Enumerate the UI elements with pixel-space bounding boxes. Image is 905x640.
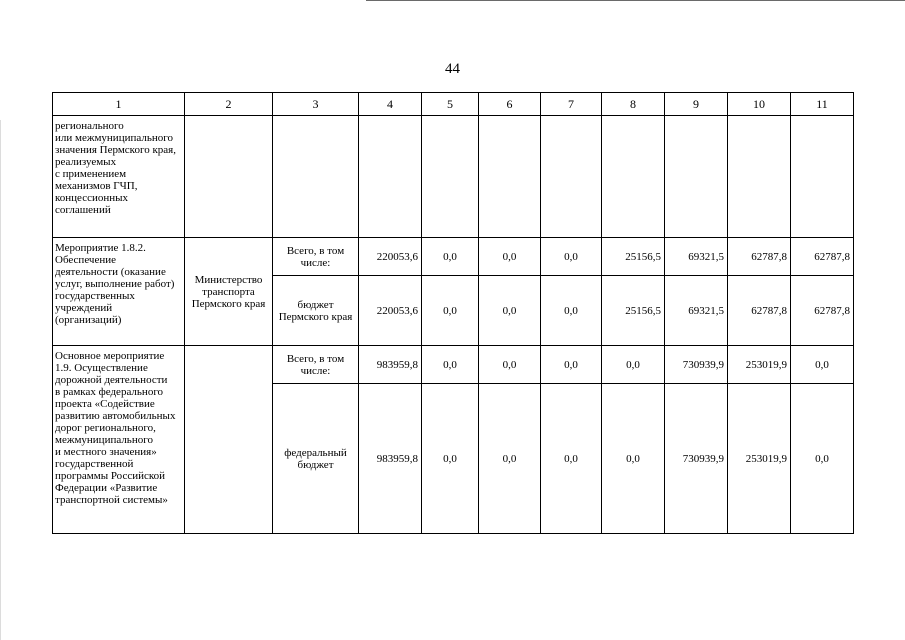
value-cell: 0,0 xyxy=(422,346,479,384)
value-cell: 69321,5 xyxy=(665,276,728,346)
value-cell: 0,0 xyxy=(479,238,541,276)
value-cell: 25156,5 xyxy=(602,276,665,346)
value-cell: 0,0 xyxy=(479,384,541,534)
funding-source-cell xyxy=(273,276,359,346)
value-cell: 220053,6 xyxy=(359,238,422,276)
header-cell: 7 xyxy=(541,93,602,116)
value-cell: 0,0 xyxy=(422,238,479,276)
budget-table xyxy=(52,92,854,534)
value-cell: 253019,9 xyxy=(728,346,791,384)
scan-edge-line xyxy=(366,0,905,1)
funding-source: Всего, в том числе: xyxy=(286,352,345,377)
empty-cell xyxy=(359,116,422,238)
page-number: 44 xyxy=(445,61,460,77)
value-cell: 0,0 xyxy=(422,384,479,534)
header-cell: 2 xyxy=(185,93,273,116)
value-cell: 62787,8 xyxy=(791,238,854,276)
measure-name: Мероприятие 1.8.2. Обеспечение деятельности (оказание услуг, выполнение работ) государственных учреждений (организаций) xyxy=(55,242,175,326)
empty-cell xyxy=(791,116,854,238)
value-cell: 253019,9 xyxy=(728,384,791,534)
value-cell: 0,0 xyxy=(479,346,541,384)
table-row xyxy=(53,116,854,238)
measure-name: регионального или межмуниципального значения Пермского края, реализуемых с применением механизмов ГЧП, концессионных соглашений xyxy=(55,120,176,216)
value-cell: 62787,8 xyxy=(728,276,791,346)
value-cell: 0,0 xyxy=(541,384,602,534)
value-cell: 0,0 xyxy=(541,346,602,384)
value-cell: 69321,5 xyxy=(665,238,728,276)
value-cell: 730939,9 xyxy=(665,384,728,534)
measure-name-cell xyxy=(53,346,185,534)
funding-source-cell xyxy=(273,346,359,384)
value-cell: 0,0 xyxy=(602,384,665,534)
funding-source: федеральный бюджет xyxy=(284,446,347,471)
value-cell: 0,0 xyxy=(602,346,665,384)
funding-source: Всего, в том числе: xyxy=(286,244,345,269)
header-cell: 8 xyxy=(602,93,665,116)
value-cell: 0,0 xyxy=(541,238,602,276)
header-cell: 1 xyxy=(53,93,185,116)
value-cell: 220053,6 xyxy=(359,276,422,346)
header-cell: 10 xyxy=(728,93,791,116)
empty-cell xyxy=(728,116,791,238)
funding-source: бюджет Пермского края xyxy=(278,298,353,323)
header-cell: 5 xyxy=(422,93,479,116)
header-row xyxy=(53,93,854,116)
measure-name-cell xyxy=(53,116,185,238)
value-cell: 62787,8 xyxy=(791,276,854,346)
executor-cell xyxy=(185,346,273,534)
measure-name-cell xyxy=(53,238,185,346)
value-cell: 983959,8 xyxy=(359,346,422,384)
empty-cell xyxy=(665,116,728,238)
value-cell: 0,0 xyxy=(422,276,479,346)
value-cell: 983959,8 xyxy=(359,384,422,534)
empty-cell xyxy=(602,116,665,238)
funding-source-cell xyxy=(273,384,359,534)
header-cell: 11 xyxy=(791,93,854,116)
empty-cell xyxy=(422,116,479,238)
funding-source-cell xyxy=(273,238,359,276)
empty-cell xyxy=(479,116,541,238)
header-cell: 6 xyxy=(479,93,541,116)
measure-name: Основное мероприятие 1.9. Осуществление дорожной деятельности в рамках федерального проекта «Содействие развитию автомобильных дорог регионального, межмуниципального и местного значения» государственной программы Российской Федерации «Развитие транспортной системы» xyxy=(55,350,176,506)
empty-cell xyxy=(185,116,273,238)
header-cell: 9 xyxy=(665,93,728,116)
header-cell: 3 xyxy=(273,93,359,116)
empty-cell xyxy=(273,116,359,238)
value-cell: 0,0 xyxy=(479,276,541,346)
executor-cell xyxy=(185,238,273,346)
value-cell: 0,0 xyxy=(791,346,854,384)
scan-edge-shadow xyxy=(0,120,1,640)
executor-name: Министерство транспорта Пермского края xyxy=(191,273,266,310)
header-cell: 4 xyxy=(359,93,422,116)
empty-cell xyxy=(541,116,602,238)
value-cell: 25156,5 xyxy=(602,238,665,276)
table-row xyxy=(53,346,854,384)
value-cell: 0,0 xyxy=(541,276,602,346)
table-row xyxy=(53,238,854,276)
value-cell: 730939,9 xyxy=(665,346,728,384)
value-cell: 62787,8 xyxy=(728,238,791,276)
value-cell: 0,0 xyxy=(791,384,854,534)
